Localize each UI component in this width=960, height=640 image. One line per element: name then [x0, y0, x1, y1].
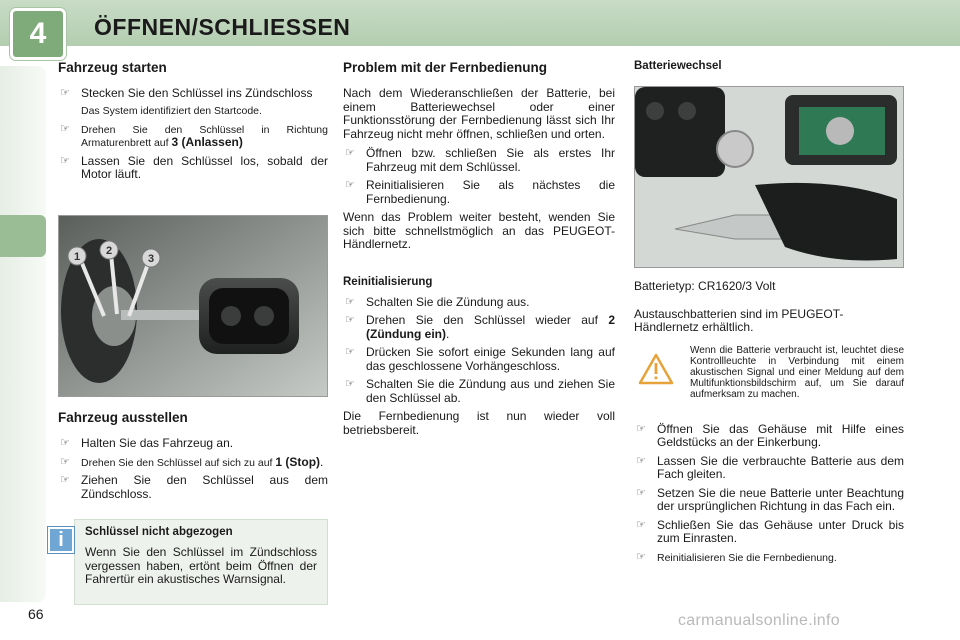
list-item: ☞ Öffnen Sie das Gehäuse mit Hilfe eines Geldstücks an der Einkerbung. — [636, 421, 904, 449]
section-title-remote: Problem mit der Fernbedienung — [343, 60, 548, 75]
bullet-icon: ☞ — [636, 550, 646, 563]
list-item: ☞ Reinitialisieren Sie die Fernbedienung. — [636, 550, 837, 564]
warning-text: Wenn die Batterie verbraucht ist, leuchtet diese Kontrollleuchte in Verbindung mit einem akustischen Signal und einer Meldung auf dem Multifunktionsbildschirm auf, um Sie darauf aufmerksam zu machen. — [690, 344, 904, 400]
bullet-icon: ☞ — [636, 486, 646, 499]
bullet-icon: ☞ — [345, 346, 355, 358]
list-item: ☞ Drehen Sie den Schlüssel auf sich zu auf 1 (Stop). — [60, 454, 324, 469]
reinit-steps — [343, 296, 615, 406]
remote-intro: Nach dem Wiederanschließen der Batterie, bei einem Batteriewechsel oder einer Funktionsstörung der Fernbedienung lässt sich Ihr Fahrzeug nicht mehr öffnen, schließen und orten. — [343, 86, 615, 141]
start-note: Das System identifiziert den Startcode. — [81, 104, 262, 117]
start-steps — [58, 87, 328, 101]
bullet-icon: ☞ — [60, 122, 70, 135]
ignition-key-photo — [58, 215, 328, 397]
info-icon: i — [48, 527, 74, 553]
list-item: ☞ Schließen Sie das Gehäuse unter Druck bis zum Einrasten. — [636, 517, 904, 545]
section-title-stop: Fahrzeug ausstellen — [58, 410, 188, 425]
page-title: ÖFFNEN/SCHLIESSEN — [94, 14, 351, 40]
ignition-position-3: 3 — [147, 253, 155, 265]
info-title: Schlüssel nicht abgezogen — [85, 526, 233, 538]
list-item: ☞ Schalten Sie die Zündung aus und ziehen Sie den Schlüssel ab. — [345, 377, 615, 405]
list-item: ☞ Lassen Sie die verbrauchte Batterie aus dem Fach gleiten. — [636, 453, 904, 481]
bullet-icon: ☞ — [636, 422, 646, 435]
bullet-icon: ☞ — [636, 518, 646, 531]
bullet-icon: ☞ — [60, 437, 70, 449]
section-title-battery: Batteriewechsel — [634, 60, 722, 72]
chapter-number: 4 — [10, 8, 66, 60]
list-item: ☞ Halten Sie das Fahrzeug an. — [60, 436, 234, 450]
list-item: ☞ Schalten Sie die Zündung aus. — [345, 294, 530, 309]
bullet-icon: ☞ — [345, 378, 355, 390]
chapter-sidebar — [0, 66, 46, 602]
stop-steps — [58, 437, 328, 501]
battery-type: Batterietyp: CR1620/3 Volt — [634, 279, 776, 293]
bullet-icon: ☞ — [60, 154, 70, 167]
bullet-icon: ☞ — [345, 147, 355, 159]
remote-steps — [343, 147, 615, 206]
battery-replacement: Austauschbatterien sind im PEUGEOT-Händlernetz erhältlich. — [634, 306, 844, 334]
list-item: ☞ Drehen Sie den Schlüssel in Richtung Armaturenbrett auf 3 (Anlassen) — [60, 122, 328, 149]
watermark[interactable]: carmanualsonline.info — [678, 612, 840, 629]
list-item: ☞ Drücken Sie sofort einige Sekunden lang auf das geschlossene Vorhängeschloss. — [345, 345, 615, 373]
battery-warning — [634, 345, 904, 417]
battery-key-photo — [634, 86, 904, 268]
ignition-illustration — [59, 216, 328, 397]
battery-illustration — [635, 87, 904, 268]
info-text: Wenn Sie den Schlüssel im Zündschloss vergessen haben, ertönt beim Öffnen der Fahrertür ein akustisches Warnsignal. — [85, 545, 317, 586]
list-item: ☞ Ziehen Sie den Schlüssel aus dem Zündschloss. — [60, 473, 328, 501]
bullet-icon: ☞ — [60, 455, 70, 468]
ignition-position-2: 2 — [105, 245, 113, 257]
section-title-reinit: Reinitialisierung — [343, 275, 433, 288]
page-number: 66 — [28, 606, 44, 622]
column-start-stop — [58, 60, 328, 501]
list-item: ☞ Setzen Sie die neue Batterie unter Beachtung der ursprünglichen Richtung in das Fach ein. — [636, 485, 904, 513]
list-item: ☞ Stecken Sie den Schlüssel ins Zündschloss — [60, 86, 313, 100]
list-item: ☞ Drehen Sie den Schlüssel wieder auf 2 (Zündung ein). — [345, 313, 615, 341]
ignition-position-1: 1 — [73, 251, 81, 263]
info-box-key — [74, 519, 328, 605]
remote-followup: Wenn das Problem weiter besteht, wenden Sie sich bitte schnellstmöglich an das PEUGEOT-Händlernetz. — [343, 210, 615, 251]
bullet-icon: ☞ — [60, 474, 70, 486]
bullet-icon: ☞ — [345, 295, 355, 308]
bullet-icon: ☞ — [60, 87, 70, 99]
warning-triangle-icon — [638, 353, 674, 385]
section-title-start: Fahrzeug starten — [58, 60, 167, 75]
list-item: ☞ Lassen Sie den Schlüssel los, sobald der Motor läuft. — [60, 153, 328, 181]
column-battery — [634, 60, 904, 569]
bullet-icon: ☞ — [345, 314, 355, 326]
column-remote-problem — [343, 60, 615, 437]
list-item: ☞ Öffnen bzw. schließen Sie als erstes Ihr Fahrzeug mit dem Schlüssel. — [345, 146, 615, 174]
list-item: ☞ Reinitialisieren Sie als nächstes die Fernbedienung. — [345, 178, 615, 206]
reinit-closing: Die Fernbedienung ist nun wieder voll betriebsbereit. — [343, 409, 615, 437]
start-steps-cont — [58, 123, 328, 182]
chapter-sidebar-active-tab[interactable] — [0, 215, 46, 257]
battery-steps — [634, 423, 904, 565]
bullet-icon: ☞ — [636, 454, 646, 467]
bullet-icon: ☞ — [345, 179, 355, 191]
